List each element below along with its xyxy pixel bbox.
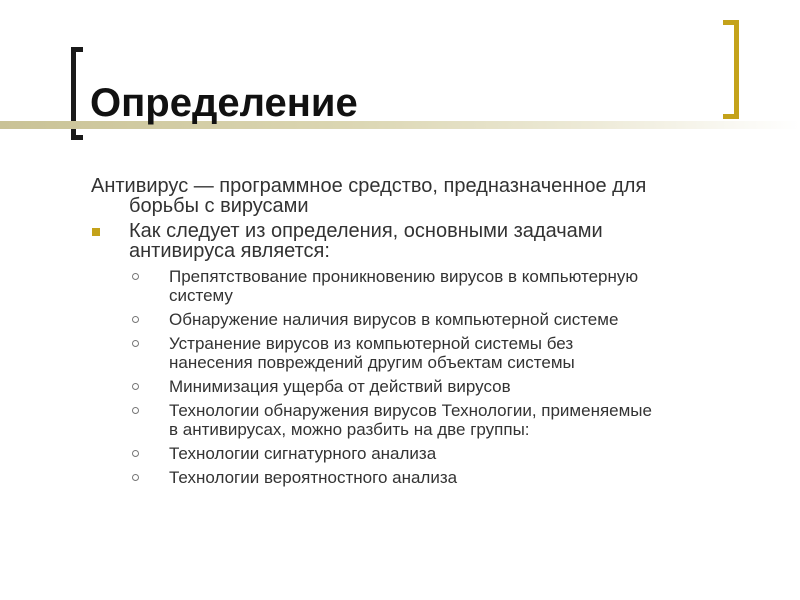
sub-bullet-item (169, 267, 741, 305)
sub-bullet-item (169, 334, 741, 372)
sub-bullet-line-2: нанесения повреждений другим объектам системы (169, 353, 575, 372)
sub-bullet-item (169, 377, 741, 396)
circle-bullet-icon (132, 407, 139, 414)
sub-bullet-line-2: систему (169, 286, 233, 305)
circle-bullet-icon (132, 316, 139, 323)
sub-bullet-line-1: Устранение вирусов из компьютерной системы без (169, 334, 574, 353)
sub-bullet-line-1: Минимизация ущерба от действий вирусов (169, 377, 511, 396)
circle-bullet-icon (132, 474, 139, 481)
sub-bullet-list (91, 267, 741, 487)
circle-bullet-icon (132, 450, 139, 457)
main-bullet-line-1: Как следует из определения, основными задачами (129, 220, 603, 242)
circle-bullet-icon (132, 340, 139, 347)
sub-bullet-line-1: Обнаружение наличия вирусов в компьютерной системе (169, 310, 619, 329)
sub-bullet-item (169, 401, 741, 439)
square-bullet-icon (92, 228, 100, 236)
right-bracket-decoration (723, 20, 739, 119)
slide-title: Определение (90, 81, 358, 125)
sub-bullet-item (169, 310, 741, 329)
slide-body (91, 176, 741, 492)
sub-bullet-line-1: Технологии обнаружения вирусов Технологии, применяемые (169, 401, 652, 420)
circle-bullet-icon (132, 383, 139, 390)
intro-line-1: Антивирус — программное средство, предназначенное для (91, 175, 647, 197)
sub-bullet-line-1: Технологии вероятностного анализа (169, 468, 458, 487)
main-bullet-line-2: антивируса является: (129, 240, 330, 262)
sub-bullet-item (169, 468, 741, 487)
sub-bullet-item (169, 444, 741, 463)
sub-bullet-line-2: в антивирусах, можно разбить на две группы: (169, 420, 530, 439)
circle-bullet-icon (132, 273, 139, 280)
sub-bullet-line-1: Технологии сигнатурного анализа (169, 444, 437, 463)
sub-bullet-line-1: Препятствование проникновению вирусов в компьютерную (169, 267, 639, 286)
intro-line-2: борьбы с вирусами (129, 195, 309, 217)
main-bullet-item (91, 221, 741, 261)
intro-paragraph (91, 176, 741, 216)
